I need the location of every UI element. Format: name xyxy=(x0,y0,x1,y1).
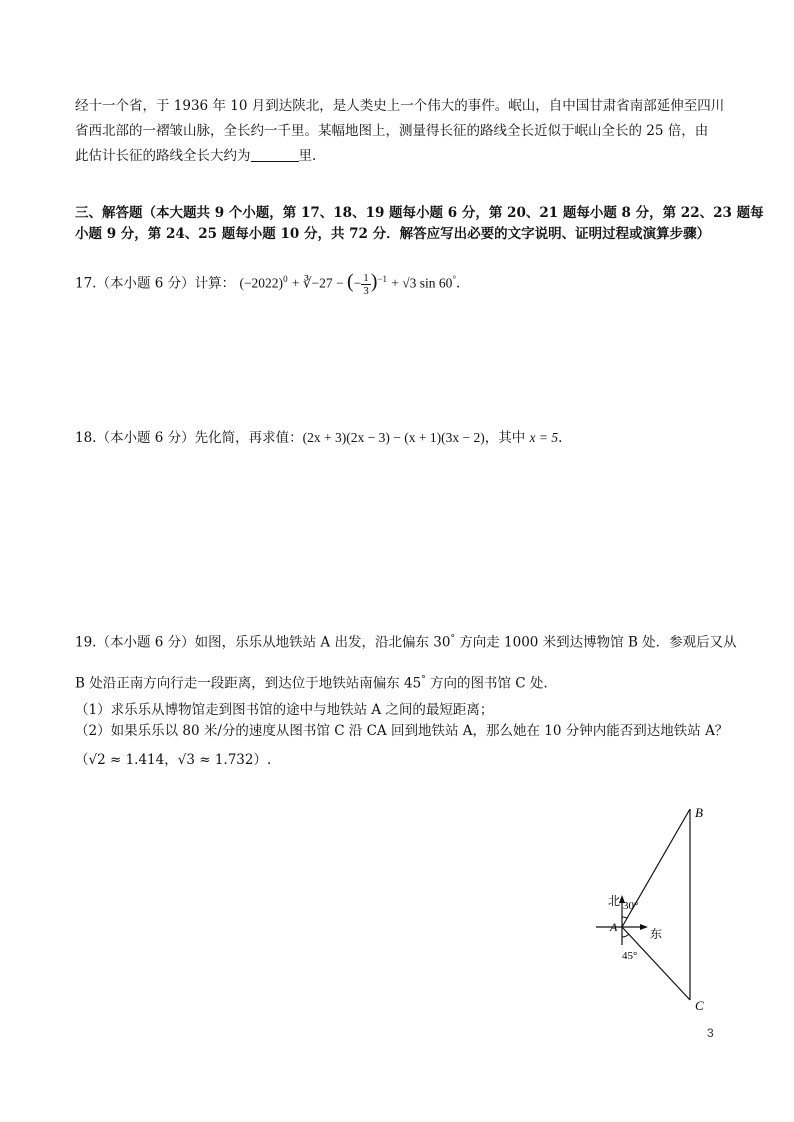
label-east: 东 xyxy=(650,927,663,941)
page-number: 3 xyxy=(707,1026,714,1040)
angle-arc-30 xyxy=(622,917,627,918)
intro-line-2: 省西北部的一褶皱山脉，全长约一千里。某幅地图上，测量得长征的路线全长近似于岷山全长的 25 倍，由 xyxy=(75,123,709,139)
q17-expr-a: (−2022) xyxy=(239,275,284,291)
q19-line-2-b: 方向的图书馆 C 处. xyxy=(425,675,548,692)
q19-line-1-deg: ° xyxy=(450,634,455,644)
geometry-figure xyxy=(590,795,720,1025)
q17-exp-neg1: −1 xyxy=(377,274,387,284)
q19-line-1-a: 19.（本小题 6 分）如图，乐乐从地铁站 A 出发，沿北偏东 30 xyxy=(75,634,451,651)
section3-heading-line-2: 小题 9 分，第 24、25 题每小题 10 分，共 72 分．解答应写出必要的文字说明、证明过程或演算步骤） xyxy=(75,226,711,242)
east-arrow-icon xyxy=(640,924,648,930)
q18-prefix: 18.（本小题 6 分）先化简，再求值： xyxy=(75,430,303,446)
q17-fraction xyxy=(361,272,371,297)
section3-heading-line-1: 三、解答题（本大题共 9 个小题，第 17、18、19 题每小题 6 分，第 20、21 题每小题 8 分，第 22、23 题每 xyxy=(75,205,764,221)
q18-mid: ，其中 xyxy=(484,430,530,446)
intro-line-1: 经十一个省，于 1936 年 10 月到达陕北，是人类史上一个伟大的事件。岷山，自中国甘肃省南部延伸至四川 xyxy=(75,98,725,114)
label-angle-45: 45° xyxy=(622,950,638,962)
q19-line-2-a: B 处沿正南方向行走一段距离，到达位于地铁站南偏东 45 xyxy=(75,675,422,692)
q17-end: . xyxy=(456,275,461,292)
q17-prefix: 17.（本小题 6 分）计算： xyxy=(75,275,236,292)
label-angle-30: 30° xyxy=(623,900,639,912)
q19-line-2 xyxy=(75,670,548,694)
q18-cond: x = 5 xyxy=(529,430,559,445)
q18-expr: (2x + 3)(2x − 3) − (x + 1)(3x − 2) xyxy=(302,430,485,445)
q17-expr-b: + ∛−27 − xyxy=(291,275,347,291)
q19-part-1: （1）求乐乐从博物馆走到图书馆的途中与地铁站 A 之间的最短距离； xyxy=(75,702,494,718)
intro-line-3-text: 此估计长征的路线全长大约为 xyxy=(75,148,251,164)
q19-line-1-b: 方向走 1000 米到达博物馆 B 处．参观后又从 xyxy=(454,634,737,651)
intro-line-3-end: 里. xyxy=(298,148,317,164)
q19-hint: （√2 ≈ 1.414，√3 ≈ 1.732）. xyxy=(75,752,272,768)
q17-frac-den: 3 xyxy=(363,284,369,297)
label-B: B xyxy=(695,805,703,820)
label-north: 北 xyxy=(608,894,621,908)
q19-line-2-deg: ° xyxy=(421,675,426,685)
q17-deg: ° xyxy=(452,274,457,284)
q17-expr-c: + √3 sin 60 xyxy=(391,275,453,291)
question-18 xyxy=(75,428,562,448)
q18-end: . xyxy=(558,430,563,446)
label-A: A xyxy=(610,920,618,934)
intro-line-3 xyxy=(75,146,316,166)
q19-line-1 xyxy=(75,629,737,653)
q17-exp0: 0 xyxy=(283,274,288,284)
question-17: 17.（本小题 6 分）计算： $(-2022)^0$ + ∛−27 − (− $\frac{1}{3}$ )$^{-1}$ + √3 sin 60°. xyxy=(75,270,461,297)
q19-part-2: （2）如果乐乐以 80 米/分的速度从图书馆 C 沿 CA 回到地铁站 A，那么她在 10 分钟内能否到达地铁站 A？ xyxy=(75,723,729,739)
label-C: C xyxy=(695,998,704,1013)
angle-arc-45 xyxy=(622,934,629,937)
answer-blank[interactable] xyxy=(251,147,299,162)
q17-frac-num: 1 xyxy=(363,271,369,284)
